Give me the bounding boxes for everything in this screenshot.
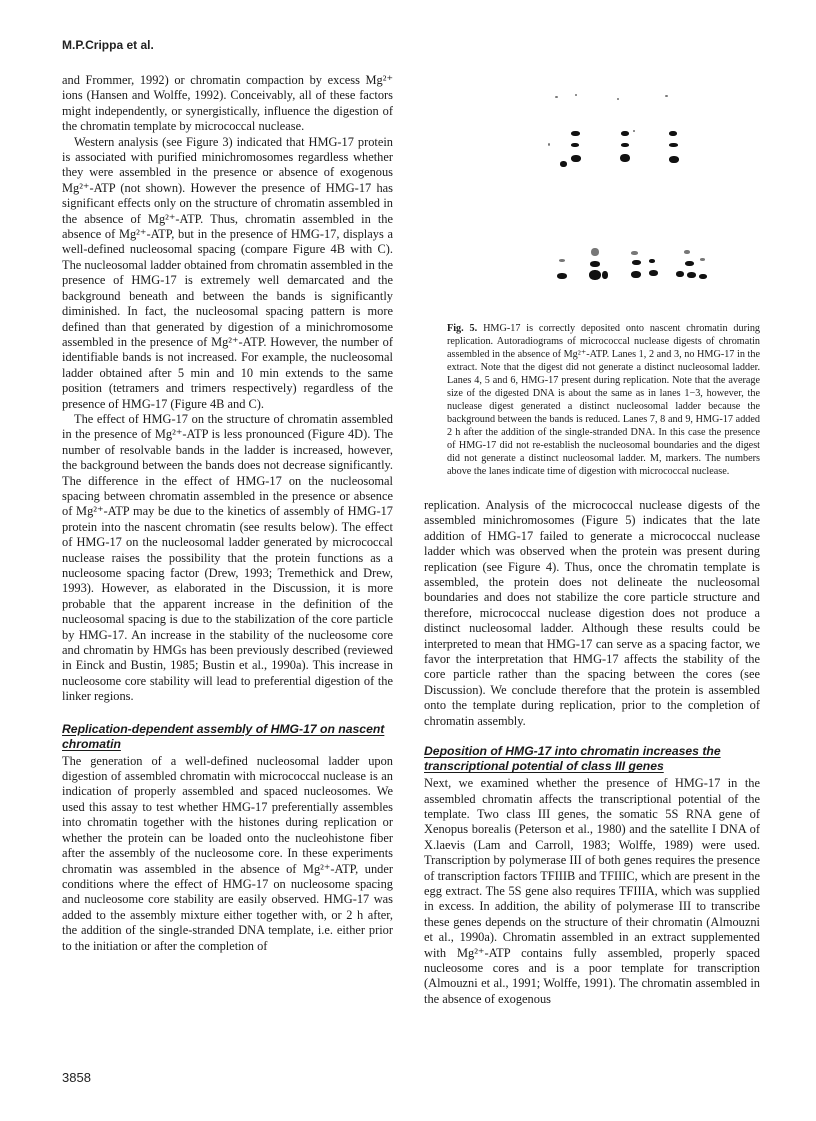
paragraph: Next, we examined whether the presence of HMG-17 in the assembled chromatin affects the transcriptional potential of the template. Two class III genes, the somatic 5S RNA gene of Xenopus borealis (Peterson et al., 1980) and the satellite I DNA of X.laevis (Lam and Carroll, 1983; Wolffe, 1989) were used. Transcription by polymerase III of both genes requires the presence of transcription factors TFIIIB and TFIIIC, which are present in the egg extract. The 5S gene also requires TFIIIA, which was supplied in excess. In addition, the ability of polymerase III to transcribe these genes depends on the structure of their chromatin (Almouzni et al., 1990a). Chromatin assembled in an extract supplemented with Mg²⁺-ATP contains fully assembled, properly spaced nucleosome cores and is a poor template for transcription (Almouzni et al., 1991; Wolffe, 1991). The chromatin assembled in the absence of exogenous bbox=[424, 776, 760, 1006]
section-heading: Deposition of HMG-17 into chromatin increases the transcriptional potential of class III genes bbox=[424, 744, 721, 774]
left-column bbox=[62, 73, 393, 954]
paragraph: replication. Analysis of the micrococcal nuclease digests of the assembled minichromosomes (Figure 5) indicates that the late addition of HMG-17 failed to generate a micrococcal nuclease ladder which was observed when the protein was present during replication (see Figure 4). Thus, once the chromatin template is assembled, the protein does not delineate the nucleosomal boundaries and does not stabilize the core particle structure and therefore, micrococcal nuclease digestion does not produce a distinct nucleosomal ladder. Although these results could be interpreted to mean that HMG-17 can serve as a spacing factor, we favor the interpretation that HMG-17 affects the stability of the core particle rather than the spacing between the cores (see Discussion). We conclude therefore that the protein is assembled onto the template during replication, prior to the completion of chromatin assembly. bbox=[424, 498, 760, 728]
gel-autoradiogram bbox=[545, 90, 745, 300]
paragraph: The generation of a well-defined nucleosomal ladder upon digestion of assembled chromatin with micrococcal nuclease is an indication of properly assembled and spaced nucleosomes. We used this assay to test whether HMG-17 preferentially assembles into chromatin together with the histones during replication or whether the protein can be loaded onto the nucleohistone fiber after the assembly of the nucleosome core. In these experiments chromatin was assembled in the absence of Mg²⁺-ATP, under conditions where the effect of HMG-17 on nucleosome spacing and nucleosome core stability are easily observed. HMG-17 was added to the assembly mixture either together with, or 2 h after, the addition of the single-stranded DNA template, i.e. either prior to the initiation or after the completion of bbox=[62, 753, 393, 953]
paragraph: Western analysis (see Figure 3) indicated that HMG-17 protein is associated with purified minichromosomes regardless whether they were assembled in the presence or absence of exogenous Mg²⁺-ATP (not shown). However the presence of HMG-17 has significant effects only on the structure of chromatin assembled in the absence of Mg²⁺-ATP. Thus, chromatin assembled in the absence of Mg²⁺-ATP, but in the presence of HMG-17, displays a well-defined nucleosomal spacing (compare Figure 4B with C). The nucleosomal ladder obtained from chromatin assembled in the presence of HMG-17 is extremely well demarcated and the background beneath and between the bands is significantly diminished. In fact, the nucleosomal spacing pattern is more defined than that generated by digestion of a minichromosome assembled in the presence of Mg²⁺-ATP. However, the number of identifiable bands is not increased. For example, the nucleosomal ladder obtained after 5 min and 10 min extends to the same position (tetramers and trimers respectively) regardless of the presence of HMG-17 (Figure 4B and C). bbox=[62, 134, 394, 411]
paragraph: and Frommer, 1992) or chromatin compaction by excess Mg²⁺ ions (Hansen and Wolffe, 1992). Conceivably, all of these factors might independently, or synergistically, influence the digestion of the chromatin template by micrococcal nuclease. bbox=[62, 73, 393, 134]
figure-label: Fig. 5. bbox=[447, 323, 478, 334]
paragraph: The effect of HMG-17 on the structure of chromatin assembled in the presence of Mg²⁺-ATP is less pronounced (Figure 4D). The number of resolvable bands in the ladder is increased, however, the background between the bands does not decrease significantly. The difference in the effect of HMG-17 on the nucleosomal spacing between chromatin assembled in the presence or absence of Mg²⁺-ATP may be due to the kinetics of assembly of HMG-17 protein into the nascent chromatin (see results below). The effect of HMG-17 on the nucleosomal ladder generated by micrococcal nuclease raises the possibility that the protein functions as a nucleosome spacing factor (Drew, 1993; Tremethick and Drew, 1993). However, as elaborated in the Discussion, it is more probable that the apparent increase in the definition of the nucleosomal spacing is due to the stabilization of the core particle by HMG-17. An increase in the stability of the nucleosome core and chromatin by HMGs has been previously described (reviewed in Einck and Bustin, 1985; Bustin et al., 1990a). This increase in nucleosome core stability will lead to preferential digestion of the linker regions. bbox=[62, 411, 393, 704]
section-heading: Replication-dependent assembly of HMG-17 on nascent chromatin bbox=[62, 721, 385, 751]
figure-caption bbox=[447, 322, 760, 478]
page-number: 3858 bbox=[62, 1070, 91, 1085]
running-head: M.P.Crippa et al. bbox=[62, 38, 154, 52]
figure-caption-text: HMG-17 is correctly deposited onto nascent chromatin during replication. Autoradiograms of micrococcal nuclease digests of chromatin assembled in the absence of Mg²⁺-ATP. Lanes 1, 2 and 3, no HMG-17 in the extract. Note that the digest did not generate a distinct nucleosomal ladder. Lanes 4, 5 and 6, HMG-17 present during replication. Note that the average size of the digested DNA is about the same as in lanes 1−3, however, the nuclease digest generated a distinct nucleosomal ladder because the background between the bands is reduced. Lanes 7, 8 and 9, HMG-17 added 2 h after the addition of the single-stranded DNA. In this case the presence of HMG-17 did not re-establish the nucleosomal boundaries and the digest did not generate a distinct nucleosomal ladder. M, markers. The numbers above the lanes indicate time of digestion with micrococcal nuclease. bbox=[447, 323, 761, 477]
right-column bbox=[424, 498, 760, 1007]
